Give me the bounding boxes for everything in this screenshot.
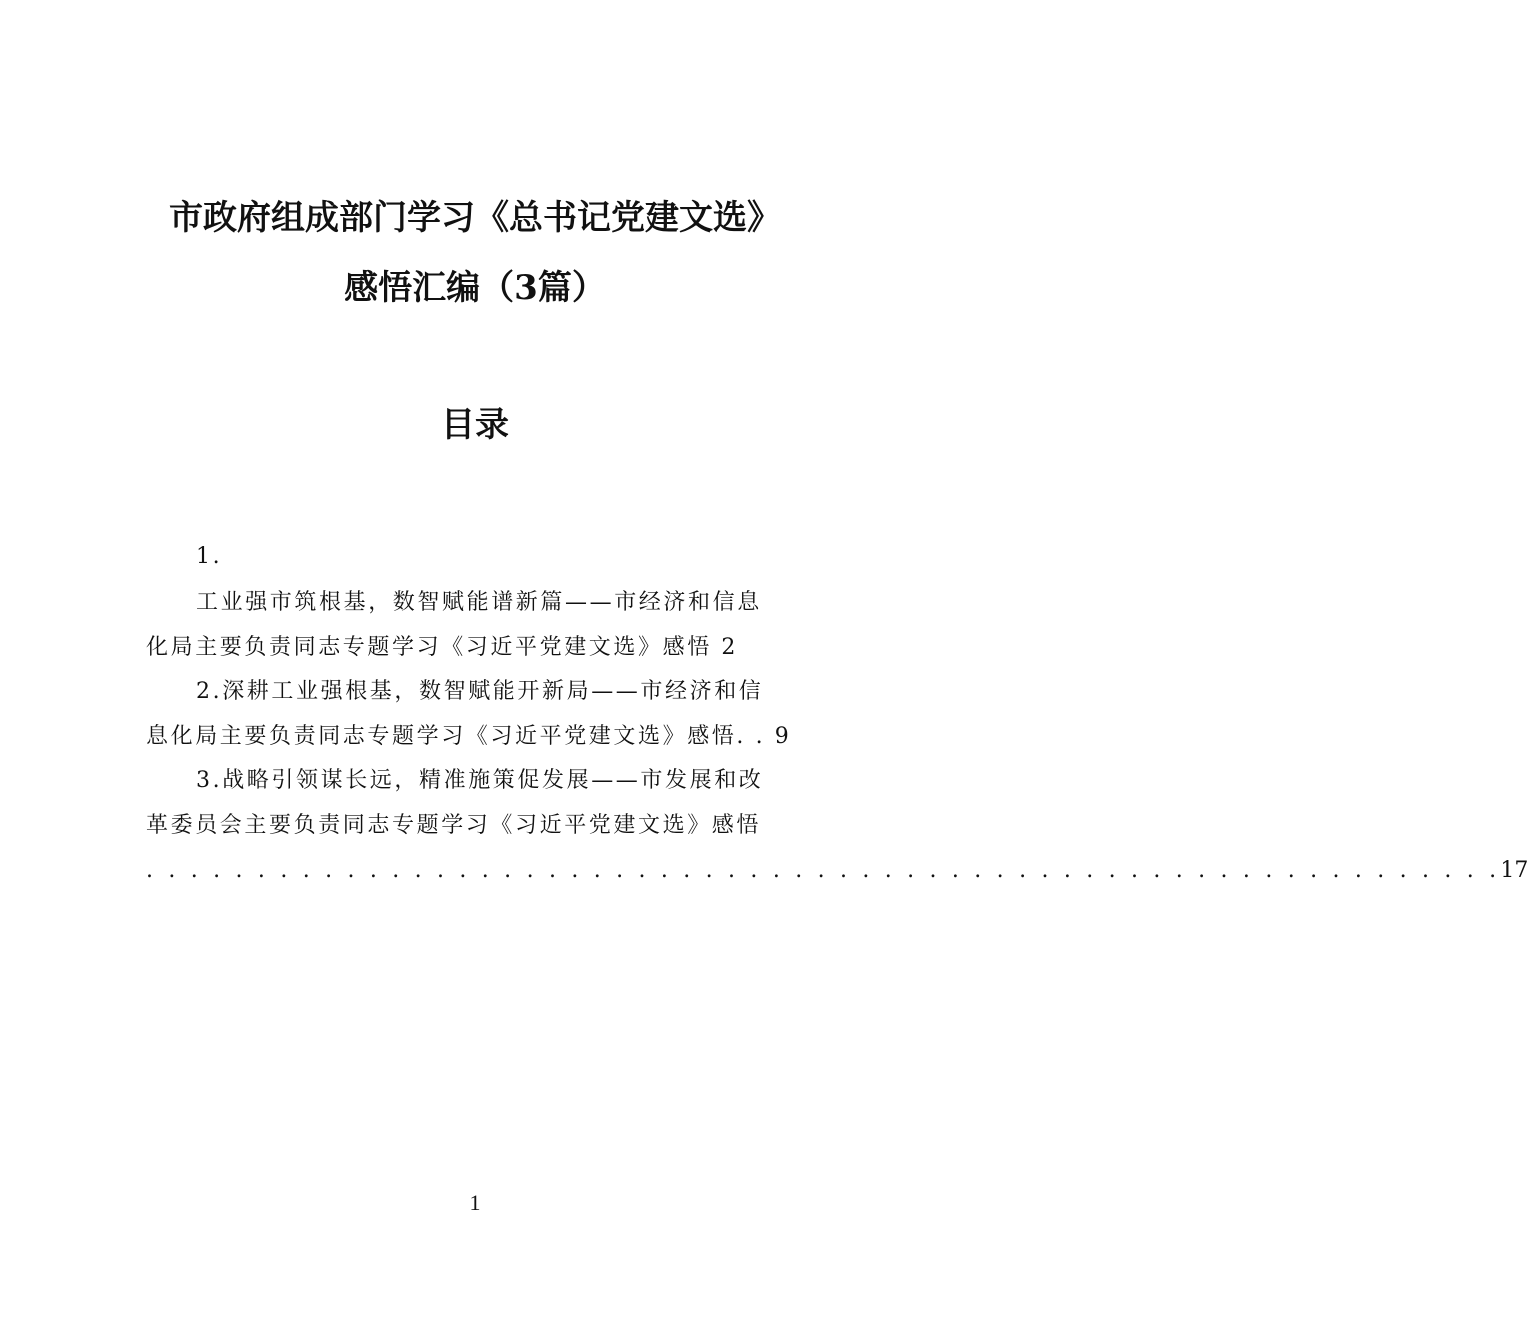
toc-entry-1-line-1[interactable]: 工业强市筑根基，数智赋能谱新篇——市经济和信息: [196, 590, 762, 615]
page-number: 1: [469, 1190, 481, 1215]
document-title-line-1: 市政府组成部门学习《总书记党建文选》: [169, 198, 781, 238]
toc-entry-1-line-2[interactable]: 化局主要负责同志专题学习《习近平党建文选》感悟 2: [146, 635, 738, 660]
toc-entry-1-number[interactable]: 1.: [196, 544, 223, 569]
toc-entry-2-line-2[interactable]: 息化局主要负责同志专题学习《习近平党建文选》感悟. . 9: [146, 724, 792, 749]
toc-dot-leader: . . . . . . . . . . . . . . . . . . . . . . . . . . . . . . . . . . . . . . . . . . . . . . . . . . . . . . . . . . . . .: [146, 858, 1501, 883]
toc-entry-3-line-1[interactable]: 3.战略引领谋长远，精准施策促发展——市发展和改: [196, 768, 764, 793]
toc-entry-3-line-2[interactable]: 革委员会主要负责同志专题学习《习近平党建文选》感悟: [146, 813, 762, 838]
toc-entry-2-line-1[interactable]: 2.深耕工业强根基，数智赋能开新局——市经济和信: [196, 679, 764, 704]
toc-entry-3-leader-row[interactable]: [146, 856, 1528, 886]
toc-heading: 目录: [441, 405, 509, 445]
toc-entry-3-page: 17: [1500, 858, 1528, 883]
document-title-line-2: 感悟汇编（3篇）: [344, 268, 606, 308]
